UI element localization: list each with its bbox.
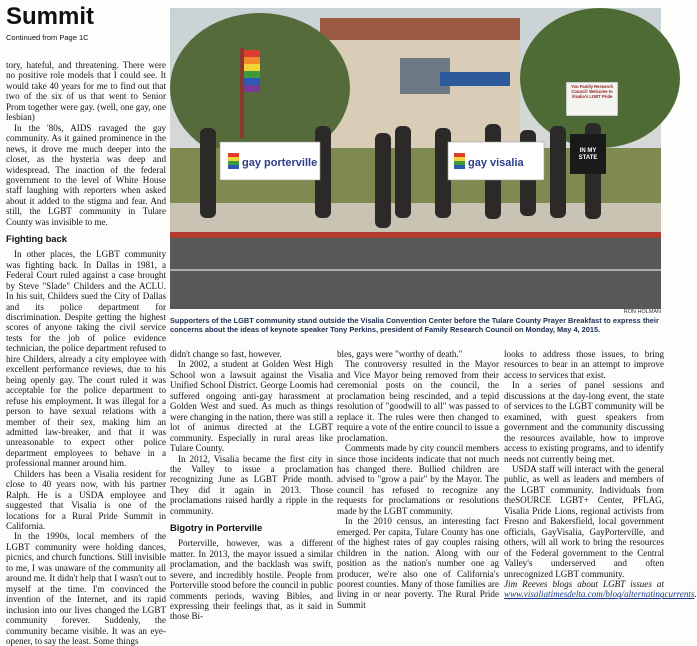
col2-paragraph-2: In 2002, a student at Golden West High School won a lawsuit against the Visalia Unified School District. George Loomis had suffered ongoing anti-gay harassment at Golden West and sued. As much as things were changing in the nation, there was still a lot of animus directed at the LGBT community. Especially in rural areas like Tulare County. (170, 359, 333, 454)
col1-paragraph-2: In the '80s, AIDS ravaged the gay community. As it gained prominence in the news, it drove me much deeper into the closet, as the hysteria was deep and widespread. The inaction of the federal government to the level of White House staff laughing with reporters when asked about it added to the stigma and fear. And still, the LGBT community in Tulare County was invisible to me. (6, 122, 166, 227)
sign-state-text: IN MY STATE (578, 148, 598, 161)
col2-paragraph-3: In 2012, Visalia became the first city in the Valley to issue a proclamation recognizing June as LGBT Pride month. They did it again in 2013. Those proclamations raised hardly a ripple in the community. (170, 453, 333, 516)
col1-paragraph-5: In the 1990s, local members of the LGBT community were holding dances, picnics, and church functions. Still invisible to me, I was unaware of the community all around me. It didn't help that I wasn't out to myself at the time. I'm convinced the invention of the Internet, and its rapid inclusion into our lives changed the LGBT community forever. Suddenly, the community became visible. It was an eye-opener, to say the least. Some things (6, 531, 166, 646)
col4-paragraph-2: In a series of panel sessions and discussions at the day-long event, the state of services to the LGBT community will be examined, with guest speakers from government and the community discussing the resources available, how to improve access to existing programs, and to identify needs not currently being met. (504, 380, 664, 464)
col3-paragraph-4: In the 2010 census, an interesting fact emerged. Per capita, Tulare County has one of the highest rates of gay couples raising children in the nation. Along with our position as the nation's number one ag producer, we're also one of California's poorest counties. Many of those families are living in or near poverty. The Rural Pride Summit (337, 516, 499, 610)
banner-gay-visalia (448, 142, 544, 180)
column-3 (337, 349, 499, 610)
section-heading-bigotry: Bigotry in Porterville (170, 522, 263, 534)
banner-gay-porterville (220, 142, 320, 180)
col4-paragraph-1: looks to address those issues, to bring resources to bear in an attempt to improve access to services that exist. (504, 349, 664, 380)
street (170, 238, 661, 309)
photo-caption: Supporters of the LGBT community stand outside the Visalia Convention Center before the Tulare County Prayer Breakfast to express their concerns about the ideas of keynote speaker Tony Perkins, president of Family Research Council on Monday, May 4, 2015. (170, 316, 659, 334)
signature-suffix: . (694, 589, 697, 600)
protest-sign-top (566, 82, 618, 116)
column-4 (504, 349, 697, 600)
col3-paragraph-2: The controversy resulted in the Mayor and Vice Mayor being removed from their ceremonial posts on the council, the proclamation being rescinded, and a tepid resolution of "goodwill to all" was passed to replace it. The rules were then changed to require a vote of the entire council to issue a proclamation. (337, 359, 499, 443)
photo-illustration (170, 8, 661, 309)
signature-prefix: Jim Reeves blogs about LGBT issues at (504, 578, 664, 589)
protest-sign-state (570, 134, 606, 174)
building-sign (440, 72, 510, 86)
col4-paragraph-3: USDA staff will interact with the general public, as well as leaders and members of the LGBT community. Individuals from theSOURCE LGBT+ Center, PFLAG, Visalia Pride Lions, regional activists from Fresno and Bakersfield, local government officials, GayVisalia, GayPorterville, and others, will all work to bring the resources of the Federal government to the Central Valley's underserved and often unrecognized LGBT community. (504, 463, 664, 579)
author-signature (504, 578, 697, 600)
sign-top-text: You Family Research Council: Welcome to Visalia's LGBT Pride (570, 84, 614, 99)
blog-link[interactable]: www.visaliatimesdelta.com/blog/alternatingcurrents (504, 589, 695, 600)
news-photo (170, 8, 661, 309)
col2-paragraph-4: Porterville, however, was a different matter. In 2013, the mayor issued a similar proclamation, and the backlash was swift, severe, and incredibly hostile. People from Porterville stood before the council in public comments periods, waving Bibles, and expressing their feelings that, as it said in those Bi- (170, 538, 333, 622)
col1-paragraph-4: Childers has been a Visalia resident for close to 40 years now, with his partner Ralph. He is a USDA employee and suggested that Visalia is one of the locations for a Rural Pride Summit in California. (6, 468, 166, 532)
col1-paragraph-3: In other places, the LGBT community was fighting back. In Dallas in 1981, a Federal Court ruled against a case brought by Steve "Slade" Childers and the ACLU. In his suit, Childers sued the City of Dallas and its police department for discrimination. Despite getting the highest scores of anyone taking the civil service tests for the job of police evidence technician, the police department refused to hire Childers, already a city employee with excellent performance reviews, due to his being openly gay. The court ruled it was acceptable for the police department to refuse his employment. It was illegal for a person to have sexual relations with a member of their sex, making him an admitted law-breaker, and that it was unreasonable to expect other police department employees to behave in a professional manner around him. (6, 249, 166, 469)
photo-credit: RON HOLMAN (623, 309, 661, 315)
banner-right-text: gay visalia (468, 157, 524, 169)
red-curb (170, 232, 661, 238)
page-title: Summit (6, 3, 95, 30)
banner-left-text: gay porterville (242, 157, 318, 169)
section-heading-fighting-back: Fighting back (6, 233, 67, 245)
building-roof (320, 18, 520, 40)
continued-label: Continued from Page 1C (6, 33, 89, 42)
col3-paragraph-3: Comments made by city council members since those incidents indicate that not much has changed there. Bullied children are advised to "grow a pair" by the Mayor. The council has refused to recognize any requests for proclamations or resolutions made by the LGBT community. (337, 443, 499, 516)
col3-paragraph-1: bles, gays were "worthy of death." (337, 349, 463, 359)
col2-paragraph-1: didn't change so fast, however. (170, 349, 282, 359)
column-1 (6, 60, 166, 646)
column-2 (170, 349, 333, 622)
col1-paragraph-1: tory, hateful, and threatening. There were no positive role models that I could see. It would take 40 years for me to find out that two of the six of us that went to Senior Prom together were gay. (well, one gay, one lesbian) (6, 60, 166, 123)
